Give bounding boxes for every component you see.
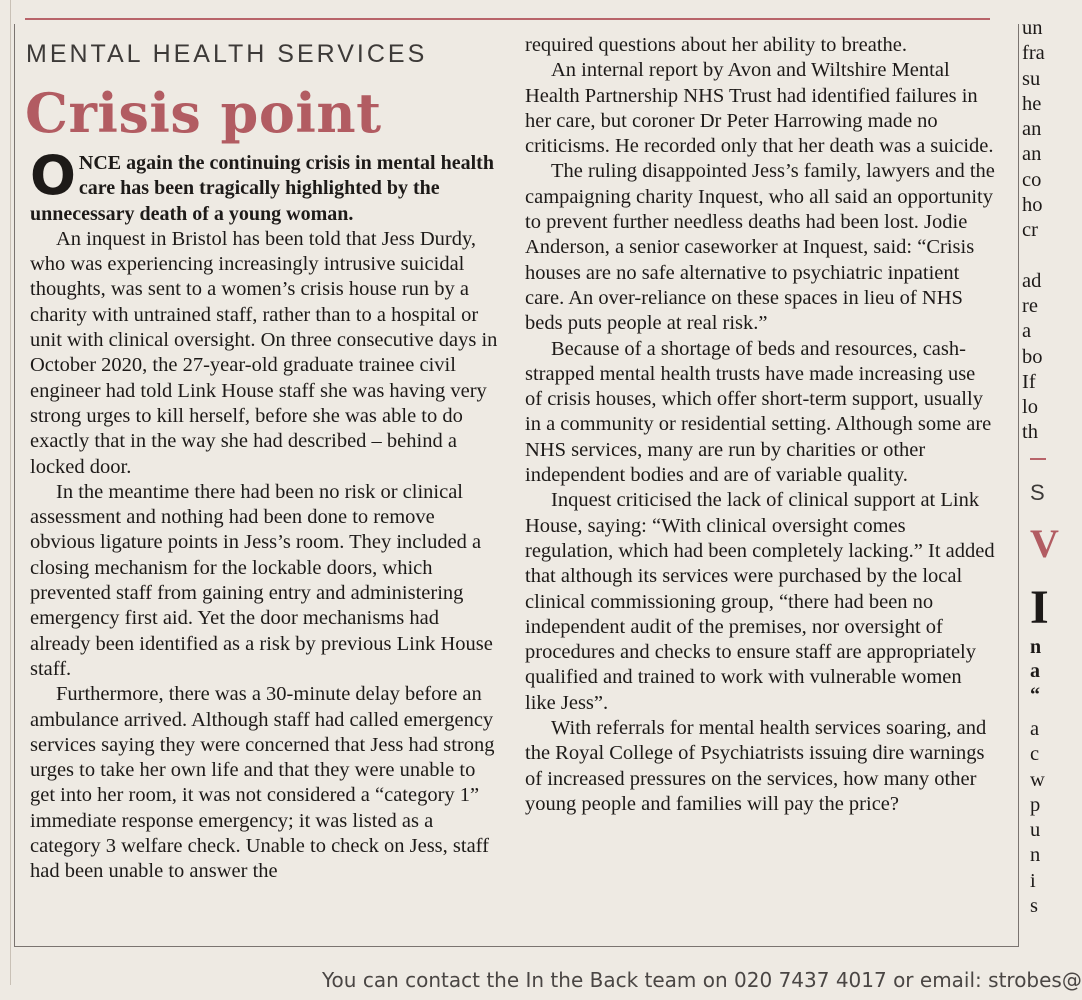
text-fragment: ad <box>1022 269 1042 292</box>
body-paragraph: Because of a shortage of beds and resources, cash-strapped mental health trusts have made increasing use of crisis houses, which offer short-term support, usually in a community or residential setting. Although some are NHS services, many are run by charities or other independent bodies and are of variable quality. <box>525 337 992 487</box>
body-paragraph: Inquest criticised the lack of clinical support at Link House, saying: “With clinical oversight comes regulation, which had been completely lacking.” It added that although its services were purchased by the local clinical commissioning group, “there had been no independent audit of the premises, nor oversight of procedures and checks to ensure staff are appropriately qualified and trained to work with vulnerable women like Jess”. <box>525 489 995 714</box>
adjacent-sidebox-fragments <box>1030 480 1059 920</box>
text-fragment: an <box>1022 118 1042 141</box>
text-fragment: u <box>1030 819 1041 842</box>
text-fragment: an <box>1022 143 1042 166</box>
section-kicker: MENTAL HEALTH SERVICES <box>26 40 428 68</box>
text-fragment: bo <box>1022 345 1043 368</box>
side-dropcap-fragment: I <box>1030 581 1049 634</box>
headline: Crisis point <box>25 81 382 145</box>
side-kicker: S <box>1030 480 1045 505</box>
text-fragment: “ <box>1030 684 1040 706</box>
text-fragment: c <box>1030 743 1040 766</box>
drop-cap: O <box>30 144 76 207</box>
text-fragment: re <box>1022 294 1038 317</box>
text-fragment: p <box>1030 793 1041 816</box>
text-fragment: n <box>1030 844 1041 867</box>
text-fragment: he <box>1022 92 1042 115</box>
text-fragment: fra <box>1022 42 1045 65</box>
contact-footer: You can contact the In the Back team on 020 7437 4017 or email: strobes@ <box>322 968 1082 992</box>
lead-text: NCE again the continuing crisis in mental health care has been tragically highlighted by the unnecessary death of a young woman. <box>30 152 494 225</box>
body-paragraph: An internal report by Avon and Wiltshire Mental Health Partnership NHS Trust had identified failures in her care, but coroner Dr Peter Harrowing made no criticisms. He recorded only that her death was a suicide. <box>525 59 994 158</box>
lead-paragraph <box>30 144 500 227</box>
text-fragment: co <box>1022 168 1042 191</box>
text-fragment: un <box>1022 17 1043 39</box>
text-fragment: s <box>1030 895 1038 918</box>
page-edge <box>10 0 11 985</box>
body-paragraph: In the meantime there had been no risk or clinical assessment and nothing had been done to remove obvious ligature points in Jess’s room. They included a closing mechanism for the lockable doors, which prevented staff from gaining entry and administering emergency first aid. Yet the door mechanisms had already been identified as a risk by previous Link House staff. <box>30 480 493 680</box>
text-fragment: su <box>1022 67 1041 90</box>
text-fragment: w <box>1030 768 1045 791</box>
text-fragment: ho <box>1022 194 1043 217</box>
article-column-2 <box>525 33 997 817</box>
body-paragraph: An inquest in Bristol has been told that Jess Durdy, who was experiencing increasingly intrusive suicidal thoughts, was sent to a women’s crisis house run by a charity with untrained staff, rather than to a hospital or unit with clinical oversight. On three consecutive days in October 2020, the 27-year-old graduate trainee civil engineer had told Link House staff she was having very strong urges to kill herself, before she was able to do exactly that in the way she had described – behind a locked door. <box>30 227 498 478</box>
article-column-1 <box>30 144 500 885</box>
text-fragment: n <box>1030 636 1042 658</box>
text-fragment: i <box>1030 869 1036 892</box>
body-paragraph: Furthermore, there was a 30-minute delay before an ambulance arrived. Although staff had called emergency services saying they were concerned that Jess had strong urges to take her own life and that they were unable to get into her room, it was not considered a “category 1” immediate response emergency; it was listed as a category 3 welfare check. Unable to check on Jess, staff had been unable to answer the <box>30 683 495 883</box>
text-fragment: a <box>1030 660 1040 682</box>
sidebox-rule <box>1030 458 1046 460</box>
text-fragment: cr <box>1022 219 1038 242</box>
body-paragraph: With referrals for mental health services soaring, and the Royal College of Psychiatrists issuing dire warnings of increased pressures on the services, how many other young people and families will pay the price? <box>525 717 987 815</box>
adjacent-column-fragments <box>1022 16 1046 446</box>
text-fragment: a <box>1030 718 1040 740</box>
top-rule <box>25 18 990 20</box>
side-headline-fragment: V <box>1030 521 1059 566</box>
text-fragment: lo <box>1022 396 1038 419</box>
body-paragraph: The ruling disappointed Jess’s family, lawyers and the campaigning charity Inquest, who all said an opportunity to prevent further needless deaths had been lost. Jodie Anderson, a senior caseworker at Inquest, said: “Crisis houses are no safe alternative to psychiatric inpatient care. An over-reliance on these spaces in lieu of NHS beds puts people at real risk.” <box>525 160 995 335</box>
text-fragment: th <box>1022 421 1038 444</box>
text-fragment: If <box>1022 370 1036 393</box>
continuation-line: required questions about her ability to breathe. <box>525 34 907 56</box>
text-fragment: a <box>1022 320 1032 343</box>
